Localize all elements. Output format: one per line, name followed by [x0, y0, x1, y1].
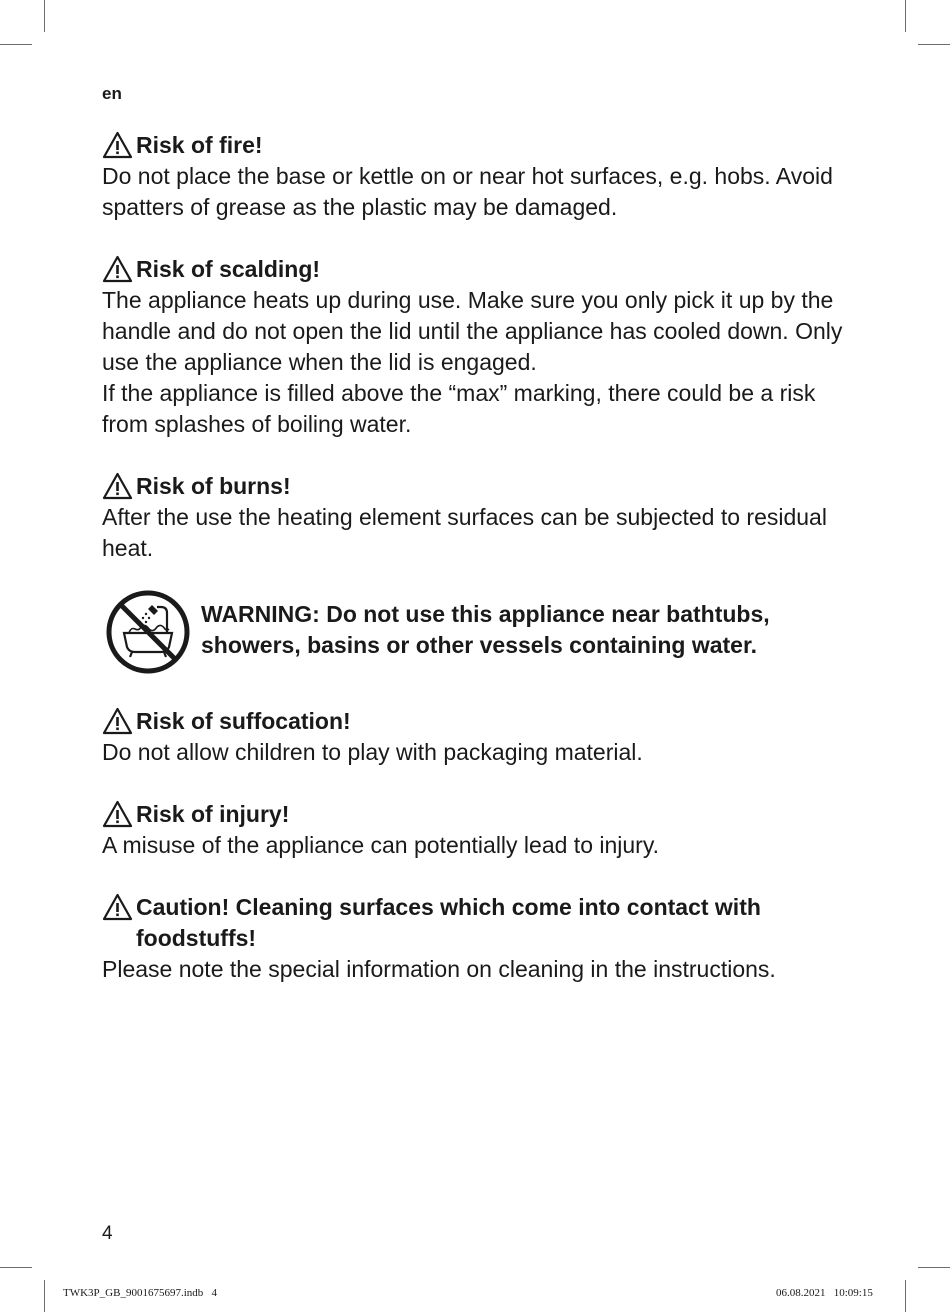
warning-triangle-icon: [102, 800, 133, 828]
sections-top: [102, 130, 862, 564]
footer-datetime: 06.08.2021 10:09:15: [776, 1287, 873, 1299]
section-heading-text: Risk of fire!: [136, 132, 263, 158]
bath-warning-text: WARNING: Do not use this appliance near bathtubs, showers, basins or other vessels containing water.: [201, 601, 770, 658]
section-heading: [102, 471, 862, 502]
section-heading-text: Risk of suffocation!: [136, 708, 351, 734]
section-paragraph: Please note the special information on cleaning in the instructions.: [102, 956, 776, 982]
section-heading-text: Risk of burns!: [136, 473, 291, 499]
crop-mark: [44, 1280, 45, 1312]
warning-triangle-icon: [102, 255, 133, 283]
warning-triangle-icon: [102, 893, 133, 921]
section-paragraph: The appliance heats up during use. Make sure you only pick it up by the handle and do not open the lid until the appliance has cooled down. Only use the appliance when the lid is engaged.: [102, 287, 843, 375]
crop-mark: [0, 44, 32, 45]
safety-section: [102, 799, 862, 861]
section-paragraph: Do not place the base or kettle on or near hot surfaces, e.g. hobs. Avoid spatters of grease as the plastic may be damaged.: [102, 163, 833, 220]
sections-bottom: [102, 706, 862, 985]
no-bathtub-icon: [105, 589, 191, 675]
section-paragraph: If the appliance is filled above the “max” marking, there could be a risk from splashes of boiling water.: [102, 380, 816, 437]
warning-triangle-icon: [102, 472, 133, 500]
section-heading-text: Risk of scalding!: [136, 256, 321, 282]
section-heading: [102, 706, 862, 737]
warning-triangle-icon: [102, 131, 133, 159]
crop-mark: [44, 0, 45, 32]
footer-file-info: TWK3P_GB_9001675697.indb 4: [63, 1287, 217, 1299]
safety-section: [102, 706, 862, 768]
crop-mark: [918, 44, 950, 45]
section-heading-text: Risk of injury!: [136, 801, 290, 827]
section-heading-text: Caution! Cleaning surfaces which come into contact with foodstuffs!: [136, 894, 761, 951]
section-heading: [102, 254, 862, 285]
section-paragraph: After the use the heating element surfaces can be subjected to residual heat.: [102, 504, 827, 561]
crop-mark: [0, 1267, 32, 1268]
bath-warning: [102, 589, 862, 675]
section-paragraph: A misuse of the appliance can potentially lead to injury.: [102, 832, 660, 858]
safety-section: [102, 254, 862, 440]
language-label: en: [102, 84, 122, 103]
crop-mark: [918, 1267, 950, 1268]
section-heading: [102, 130, 862, 161]
section-heading: [102, 799, 862, 830]
safety-section: [102, 892, 862, 985]
safety-section: [102, 130, 862, 223]
section-heading: [102, 892, 862, 954]
safety-section: [102, 471, 862, 564]
crop-mark: [905, 1280, 906, 1312]
safety-content: [102, 130, 862, 1016]
page-number: 4: [102, 1223, 113, 1244]
crop-mark: [905, 0, 906, 32]
warning-triangle-icon: [102, 707, 133, 735]
section-paragraph: Do not allow children to play with packaging material.: [102, 739, 643, 765]
